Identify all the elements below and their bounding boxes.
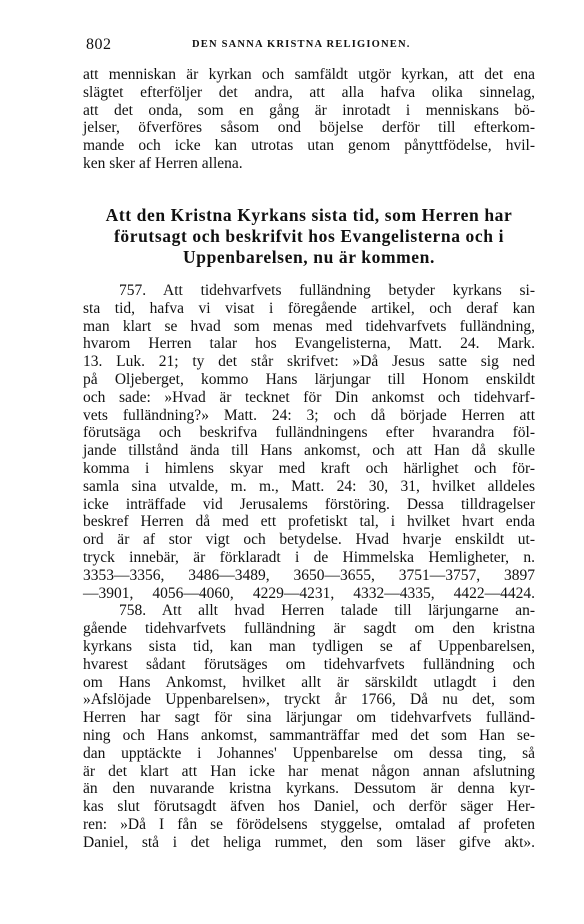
- text-line: vets fulländning?» Matt. 24: 3; och då började Herren att: [83, 406, 535, 424]
- page-number: 802: [86, 36, 112, 53]
- paragraph-757: [83, 282, 535, 602]
- text-line: 758. Att allt hvad Herren talade till lärjungarne an-: [119, 602, 535, 620]
- text-line: än den nuvarande kristna kyrkans. Dessutom är denna kyr-: [83, 780, 535, 798]
- section-heading: [83, 205, 535, 268]
- text-line: är det klart att Han icke har menat någon annan afslutning: [83, 762, 535, 780]
- text-line: samla sina utvalde, m. m., Matt. 24: 30, 31, hvilket alldeles: [83, 477, 535, 495]
- text-line: man klart se hvad som menas med tidehvarfvets fulländning,: [83, 317, 535, 335]
- heading-line: förutsagt och beskrifvit hos Evangelisterna och i: [113, 226, 505, 246]
- text-line: ning och Hans ankomst, sammanträffar med det som Han se-: [83, 726, 535, 744]
- text-line: mande och icke kan utrotas utan genom pånyttfödelse, hvil-: [83, 137, 535, 155]
- text-line: ken sker af Herren allena.: [83, 154, 243, 172]
- text-line: —3901, 4056—4060, 4229—4231, 4332—4335, 4422—4424.: [83, 584, 535, 602]
- text-line: och sade: »Hvad är tecknet för Din ankomst och tidehvarf-: [83, 388, 535, 406]
- text-line: ren: »Då I fån se förödelsens styggelse, omtalad af profeten: [83, 815, 535, 833]
- text-line: Herren har sagt för sina lärjungar om tidehvarfvets fulländ-: [83, 709, 535, 727]
- text-line: hvarest sådant förutsäges om tidehvarfvets fulländning och: [83, 655, 535, 673]
- running-title: DEN SANNA KRISTNA RELIGIONEN.: [192, 39, 411, 50]
- running-head: [86, 36, 532, 56]
- text-line: dan upptäckte i Johannes' Uppenbarelse om dessa ting, så: [83, 744, 535, 762]
- text-line: kyrkans sista tid, kan man tydligen se af Uppenbarelsen,: [83, 637, 535, 655]
- text-line: komma i himlens skyar med kraft och härlighet och för-: [83, 459, 535, 477]
- text-line: icke inträffade vid Jerusalems förstöring. Dessa tilldragelser: [83, 495, 535, 513]
- text-line: förutsäga och beskrifva fulländningens efter hvarandra föl-: [83, 424, 535, 442]
- text-line: 757. Att tidehvarfvets fulländning betyder kyrkans si-: [119, 282, 535, 299]
- text-line: att det onda, som en gång är inrotadt i menniskans bö-: [83, 101, 535, 119]
- text-line: tryck innebär, är förklaradt i de Himmelska Hemligheter, n.: [83, 548, 535, 566]
- text-line: hvarom Herren talar hos Evangelisterna, Matt. 24. Mark.: [83, 335, 535, 353]
- text-line: beskref Herren då med ett profetiskt tal, i hvilket hvart enda: [83, 513, 535, 531]
- text-line: gående tidehvarfvets fulländning är sagdt om den kristna: [83, 620, 535, 638]
- paragraph-758: [83, 602, 535, 851]
- text-line: Daniel, stå i det heliga rummet, den som läser gifve akt».: [83, 833, 535, 851]
- text-line: att menniskan är kyrkan och samfäldt utgör kyrkan, att det ena: [83, 66, 535, 83]
- text-line: kas slut förutsagdt äfven hos Daniel, och derför säger Her-: [83, 798, 535, 816]
- text-line: jelser, öfverföres såsom ond böjelse derför till efterkom-: [83, 119, 535, 137]
- heading-line: Uppenbarelsen, nu är kommen.: [183, 247, 435, 267]
- text-line: om Hans Ankomst, hvilket allt är särskildt utlagdt i den: [83, 673, 535, 691]
- text-line: 3353—3356, 3486—3489, 3650—3655, 3751—3757, 3897: [83, 566, 535, 584]
- text-line: 13. Luk. 21; ty det står skrifvet: »Då Jesus satte sig ned: [83, 353, 535, 371]
- continuation-paragraph: [83, 66, 535, 173]
- text-line: jande tillstånd ända till Hans ankomst, och att Han då skulle: [83, 442, 535, 460]
- heading-line: Att den Kristna Kyrkans sista tid, som Herren har: [105, 205, 513, 225]
- text-line: på Oljeberget, kommo Hans lärjungar till Honom enskildt: [83, 370, 535, 388]
- text-line: ord är af stor vigt och betydelse. Hvad hvarje enskildt ut-: [83, 531, 535, 549]
- text-line: sta tid, hafva vi visat i föregående artikel, och deraf kan: [83, 299, 535, 317]
- text-line: slägtet efterföljer det andra, att alla hafva olika sinnelag,: [83, 83, 535, 101]
- text-line: »Afslöjade Uppenbarelsen», tryckt år 1766, Då nu det, som: [83, 691, 535, 709]
